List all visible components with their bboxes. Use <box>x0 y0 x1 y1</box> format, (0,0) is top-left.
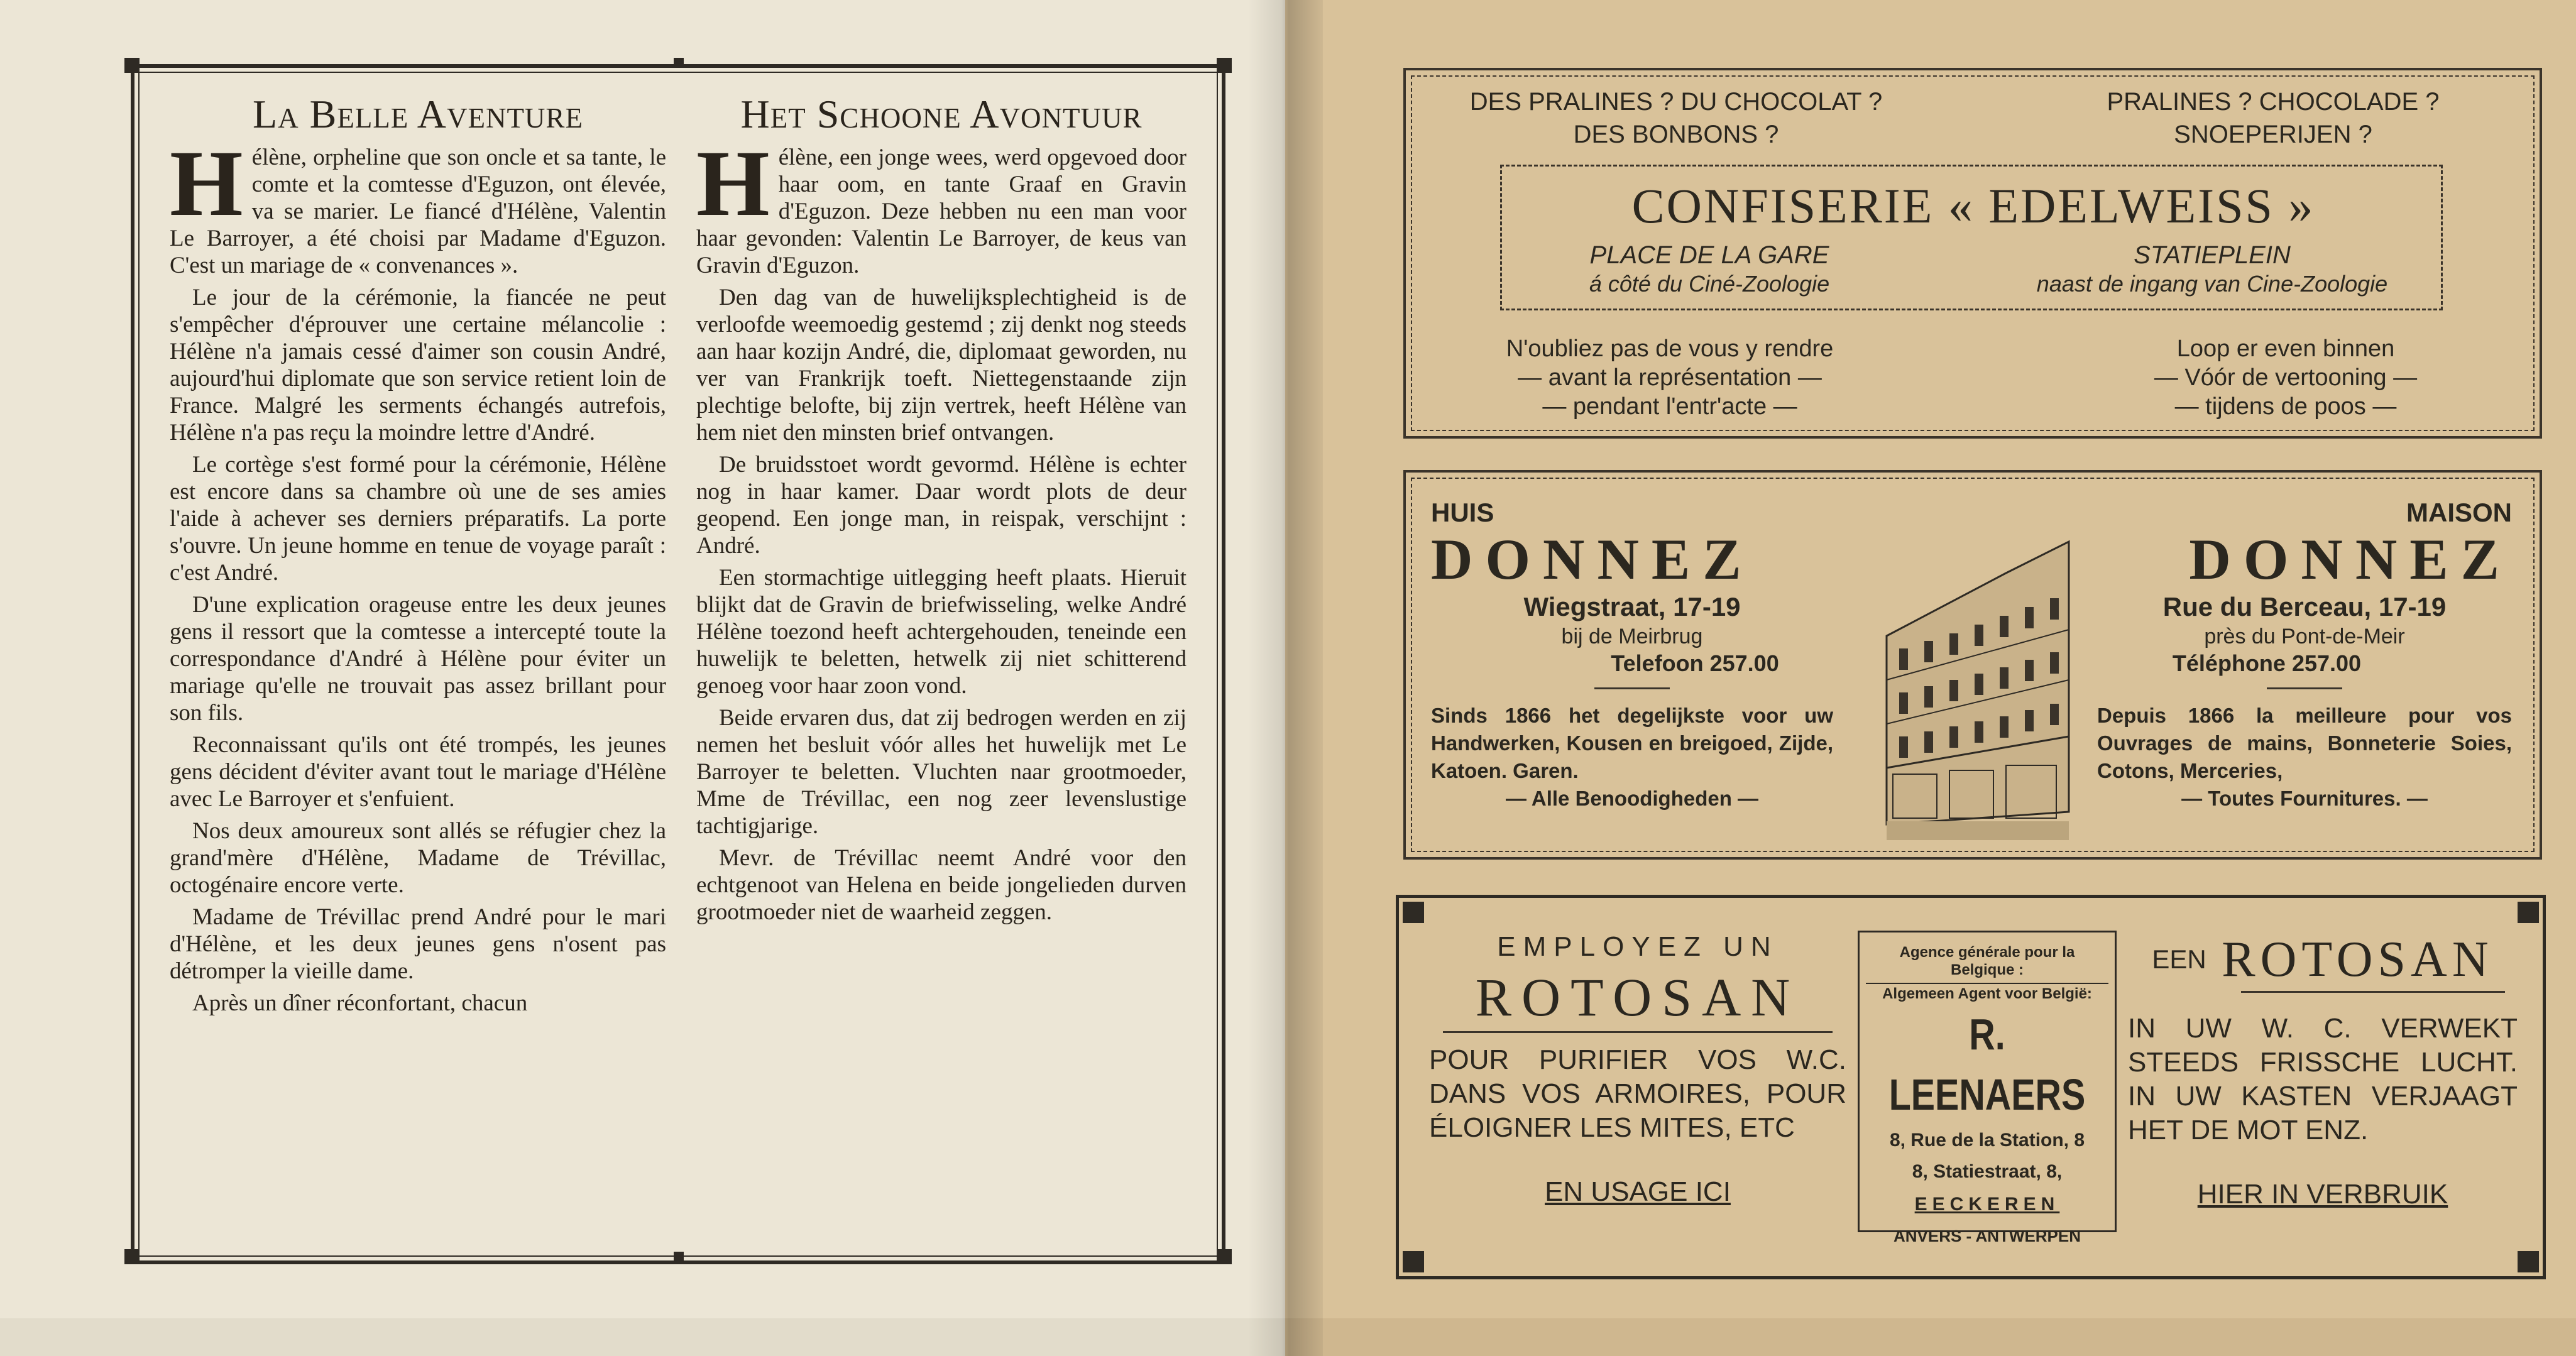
rotosan-lead: EEN <box>2152 944 2206 974</box>
french-column <box>170 92 666 1022</box>
description: Depuis 1866 la meilleure pour vos Ouvrages de mains, Bonneterie Soies, Cotons, Merceries, <box>2097 704 2512 782</box>
drop-cap: H <box>696 131 770 236</box>
rotosan-text: POUR PURIFIER VOS W.C. DANS VOS ARMOIRES, POUR ÉLOIGNER LES MITES, ETC <box>1429 1044 1846 1143</box>
ad-question: SNOEPERIJEN ? <box>2174 121 2372 148</box>
agent-label-nl: Algemeen Agent voor België: <box>1866 983 2108 1004</box>
frame-ornament <box>1403 902 1424 923</box>
french-title: La Belle Aventure <box>253 92 583 136</box>
place-nl-sub: naast de ingang van Cine-Zoologie <box>2036 271 2388 297</box>
paragraph: Madame de Trévillac prend André pour le mari d'Hélène, et les deux jeunes gens n'osent pas détromper la vieille dame. <box>170 904 666 984</box>
street: Wiegstraat, 17-19 <box>1523 592 1741 621</box>
paragraph: Nos deux amoureux sont allés se réfugier chez la grand'mère d'Hélène, Madame de Trévillac, octogénaire encore verte. <box>170 818 666 898</box>
paragraph: De bruidsstoet wordt gevormd. Hélène is echter nog in haar kamer. Daar wordt plots de deur geopend. Een jonge man, in reispak, verschijnt : André. <box>696 452 1187 559</box>
confiserie-ad <box>1403 68 2542 439</box>
page-edge <box>1285 1318 2576 1356</box>
drop-cap: H <box>170 131 243 236</box>
place-fr-sub: á côté du Ciné-Zoologie <box>1589 271 1830 297</box>
ad-line: Loop er even binnen <box>2176 336 2395 362</box>
near: près du Pont-de-Meir <box>2204 625 2405 648</box>
ad-line: — avant la représentation — <box>1518 364 1822 391</box>
phone: Téléphone 257.00 <box>2172 650 2362 676</box>
paragraph: élène, een jonge wees, werd opgevoed door haar oom, en tante Graaf en Gravin d'Eguzon. Deze hebben nu een man voor haar gevonden: Valentin Le Barroyer, de keus van Gravin d'Eguzon. <box>696 145 1187 278</box>
page-edge <box>0 1318 1285 1356</box>
street: Rue du Berceau, 17-19 <box>2162 592 2447 621</box>
house-label: HUIS <box>1431 498 1494 527</box>
shop-building-illustration <box>1880 517 2081 843</box>
confiserie-name: CONFISERIE « EDELWEISS » <box>1631 178 2315 233</box>
agent-box <box>1858 931 2117 1245</box>
ad-line: — pendant l'entr'acte — <box>1542 393 1797 420</box>
phone: Telefoon 257.00 <box>1611 650 1779 676</box>
frame-ornament <box>2518 1251 2539 1272</box>
agent-address: 8, Statiestraat, 8, <box>1912 1161 2063 1182</box>
agent-region: ANVERS - ANTWERPEN <box>1893 1227 2081 1245</box>
ad-question: PRALINES ? CHOCOLADE ? <box>2107 88 2440 116</box>
rotosan-brand: ROTOSAN <box>2222 932 2494 987</box>
paragraph: élène, orpheline que son oncle et sa tante, le comte et la comtesse d'Eguzon, ont élevée, va se marier. Le fiancé d'Hélène, Valentin Le Barroyer, a été choisi par Madame d'Eguzon. C'est un mariage de « convenances ». <box>170 145 666 278</box>
agent-city: EECKEREN <box>1914 1194 2060 1215</box>
ad-question: DES BONBONS ? <box>1573 121 1779 148</box>
frame-ornament <box>674 58 684 68</box>
description-end: — Alle Benoodigheden — <box>1505 787 1759 810</box>
donnez-name: DONNEZ <box>2189 527 2512 591</box>
donnez-ad <box>1403 470 2542 860</box>
ad-line: — Vóór de vertooning — <box>2154 364 2418 391</box>
frame-ornament <box>1217 1249 1232 1264</box>
donnez-name: DONNEZ <box>1431 527 1754 591</box>
frame-ornament <box>124 1249 140 1264</box>
dutch-title: Het Schoone Avontuur <box>740 92 1143 136</box>
ad-line: N'oubliez pas de vous y rendre <box>1506 336 1834 362</box>
house-label: MAISON <box>2406 498 2512 527</box>
description: Sinds 1866 het degelijkste voor uw Handwerken, Kousen en breigoed, Zijde, Katoen. Garen. <box>1431 704 1833 782</box>
frame-ornament <box>1403 1251 1424 1272</box>
frame-ornament <box>1217 58 1232 73</box>
rotosan-lead: EMPLOYEZ UN <box>1497 931 1779 962</box>
paragraph: Den dag van de huwelijksplechtigheid is de verloofde weemoedig gestemd ; zij denkt nog steeds aan haar kozijn André, die, diplomaat geworden, nu ver van Frankrijk toeft. Niettegenstaande zijn plechtige belofte, bij zijn vertrek, heeft Hélène van hem niet den minsten brief ontvangen. <box>696 285 1187 446</box>
rotosan-text: IN UW W. C. VERWEKT STEEDS FRISSCHE LUCHT. IN UW KASTEN VERJAAGT HET DE MOT ENZ. <box>2128 1013 2518 1146</box>
description-end: — Toutes Fournitures. — <box>2181 787 2428 810</box>
rotosan-brand: ROTOSAN <box>1475 967 1800 1027</box>
ad-question: DES PRALINES ? DU CHOCOLAT ? <box>1469 88 1883 116</box>
right-page <box>1285 0 2576 1356</box>
paragraph: D'une explication orageuse entre les deux jeunes gens il ressort que la comtesse a intercepté toute la correspondance d'André à Hélène pour éviter un mariage qu'elle ne trouvait pas assez brillant pour son fils. <box>170 592 666 726</box>
place-fr: PLACE DE LA GARE <box>1589 241 1829 269</box>
rotosan-ad <box>1396 895 2546 1279</box>
paragraph: Mevr. de Trévillac neemt André voor den echtgenoot van Helena en beide jongelieden durven grootmoeder niet de waarheid zeggen. <box>696 845 1187 925</box>
paragraph: Een stormachtige uitlegging heeft plaats. Hieruit blijkt dat de Gravin de briefwisseling, welke André Hélène toezond heeft achtergehouden, teneinde een huwelijk te beletten, hetwelk zij niet schitterend genoeg voor haar zoon vond. <box>696 565 1187 699</box>
frame-ornament <box>2518 902 2539 923</box>
paragraph: Reconnaissant qu'ils ont été trompés, les jeunes gens décident d'éviter avant tout le mariage d'Hélène avec Le Barroyer et s'enfuient. <box>170 732 666 812</box>
paragraph: Après un dîner réconfortant, chacun <box>192 990 528 1016</box>
paragraph: Le jour de la cérémonie, la fiancée ne peut s'empêcher d'éprouver une certaine mélancolie : Hélène n'a jamais cessé d'aimer son cousin André, aujourd'hui diplomate que son service retient loin de France. Malgré les serments échangés autrefois, Hélène n'a pas reçu la moindre lettre d'André. <box>170 285 666 446</box>
agent-address: 8, Rue de la Station, 8 <box>1889 1130 2085 1151</box>
agent-name: R. LEENAERS <box>1888 1010 2086 1119</box>
paragraph: Le cortège s'est formé pour la cérémonie, Hélène est encore dans sa chambre où une de ses amies l'aide à achever ses derniers préparatifs. La porte s'ouvre. Un jeune homme en tenue de voyage paraît : c'est André. <box>170 452 666 586</box>
near: bij de Meirbrug <box>1561 625 1703 648</box>
agent-label-fr: Agence générale pour la Belgique : <box>1899 944 2075 978</box>
confiserie-inner-box <box>1500 165 2443 310</box>
left-page <box>0 0 1285 1356</box>
rotosan-usage: HIER IN VERBRUIK <box>2197 1179 2448 1210</box>
place-nl: STATIEPLEIN <box>2134 241 2291 269</box>
paragraph: Beide ervaren dus, dat zij bedrogen werden en zij nemen het besluit vóór alles het huwelijk met Le Barroyer te beletten. Vluchten naar grootmoeder, Mme de Trévillac, een nog zeer levenslustige tachtigjarige. <box>696 705 1187 839</box>
ad-line: — tijdens de poos — <box>2174 393 2397 420</box>
dutch-column <box>696 92 1187 931</box>
rotosan-usage: EN USAGE ICI <box>1545 1176 1731 1207</box>
frame-ornament <box>674 1252 684 1262</box>
frame-ornament <box>124 58 140 73</box>
